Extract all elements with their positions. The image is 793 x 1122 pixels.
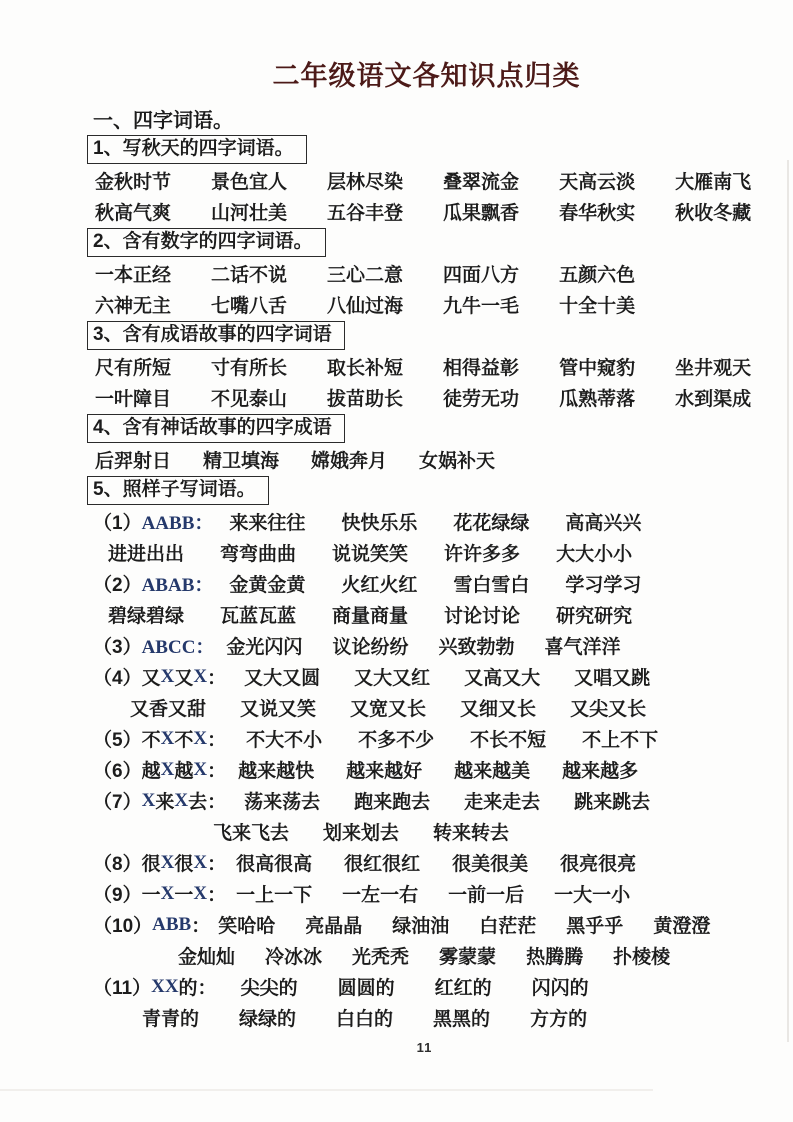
pattern-letter: X <box>193 665 208 687</box>
pattern-words <box>178 942 670 969</box>
pattern-words <box>236 849 636 876</box>
word: 景色宜人 <box>211 172 288 193</box>
word: 又高又大 <box>464 668 541 689</box>
scan-edge-artifact <box>787 160 789 1042</box>
pattern-text: （10） <box>93 916 153 937</box>
word: 拔苗助长 <box>327 389 404 410</box>
word: 不多不少 <box>358 730 435 751</box>
pattern-text: （8）很 <box>93 854 161 875</box>
pattern-text: 很 <box>174 854 194 875</box>
pattern-line <box>93 785 793 816</box>
pattern-text: ： <box>207 668 227 689</box>
word: 寸有所长 <box>211 358 288 379</box>
pattern-text: （2） <box>93 575 142 596</box>
pattern-text: 去： <box>188 792 227 813</box>
word: 热腾腾 <box>526 947 584 968</box>
subsection-header-line <box>93 413 793 444</box>
word: 金光闪闪 <box>226 637 303 658</box>
word: 又大又红 <box>354 668 431 689</box>
pattern-text: （5）不 <box>93 730 161 751</box>
word-row <box>93 289 793 320</box>
word: 后羿射日 <box>95 451 172 472</box>
pattern-letter: X <box>193 727 208 749</box>
pattern-words <box>229 570 641 597</box>
pattern-label <box>93 849 226 876</box>
pattern-words <box>236 880 630 907</box>
pattern-text: （3） <box>93 637 142 658</box>
word: 瓜熟蒂落 <box>559 389 636 410</box>
word: 火红火红 <box>341 575 418 596</box>
subsection-header: 2、含有数字的四字词语。 <box>87 228 326 257</box>
word: 讨论讨论 <box>444 606 521 627</box>
word: 七嘴八舌 <box>211 296 288 317</box>
pattern-letter: X <box>193 758 208 780</box>
pattern-words <box>108 539 632 566</box>
word: 进进出出 <box>108 544 185 565</box>
pattern-label <box>93 508 213 535</box>
subsection-header: 3、含有成语故事的四字词语 <box>87 321 345 350</box>
word: 一叶障目 <box>95 389 172 410</box>
word: 又宽又长 <box>350 699 427 720</box>
word-row <box>93 165 793 196</box>
word: 不上不下 <box>582 730 659 751</box>
word: 绿油油 <box>392 916 450 937</box>
subsection-header-line <box>93 320 793 351</box>
pattern-line <box>93 909 793 940</box>
word: 黄澄澄 <box>653 916 711 937</box>
word: 黑乎乎 <box>566 916 624 937</box>
word: 五谷丰登 <box>327 203 404 224</box>
pattern-text: ： <box>207 761 227 782</box>
pattern-line <box>93 847 793 878</box>
word: 兴致勃勃 <box>438 637 515 658</box>
word: 青青的 <box>142 1009 200 1030</box>
pattern-words <box>244 787 650 814</box>
pattern-label <box>93 570 213 597</box>
word: 白茫茫 <box>479 916 537 937</box>
word: 一大一小 <box>554 885 631 906</box>
pattern-letter: ABAB： <box>141 575 214 596</box>
word: 学习学习 <box>565 575 642 596</box>
word: 又香又甜 <box>130 699 207 720</box>
pattern-text: 不 <box>174 730 194 751</box>
word: 不见泰山 <box>211 389 288 410</box>
word: 越来越美 <box>454 761 531 782</box>
word: 越来越快 <box>238 761 315 782</box>
pattern-text: （6）越 <box>93 761 161 782</box>
word: 跳来跳去 <box>574 792 651 813</box>
pattern-line <box>93 692 793 723</box>
word: 笑哈哈 <box>218 916 276 937</box>
word: 取长补短 <box>327 358 404 379</box>
word: 三心二意 <box>327 265 404 286</box>
word-row <box>93 196 793 227</box>
pattern-text: 又 <box>174 668 194 689</box>
word: 女娲补天 <box>419 451 496 472</box>
word: 坐井观天 <box>675 358 752 379</box>
word: 越来越多 <box>562 761 639 782</box>
pattern-text: （9）一 <box>93 885 161 906</box>
pattern-words <box>218 911 710 938</box>
pattern-line <box>93 630 793 661</box>
word: 精卫填海 <box>203 451 280 472</box>
word: 九牛一毛 <box>443 296 520 317</box>
word: 瓜果飘香 <box>443 203 520 224</box>
word: 十全十美 <box>559 296 636 317</box>
word: 又说又笑 <box>240 699 317 720</box>
word: 研究研究 <box>556 606 633 627</box>
word: 很亮很亮 <box>560 854 637 875</box>
word: 雾蒙蒙 <box>439 947 497 968</box>
pattern-line <box>93 940 793 971</box>
pattern-letter: AABB： <box>141 513 214 534</box>
pattern-line <box>93 661 793 692</box>
word: 高高兴兴 <box>565 513 642 534</box>
pattern-words <box>108 601 632 628</box>
word: 方方的 <box>530 1009 588 1030</box>
word: 层林尽染 <box>327 172 404 193</box>
pattern-text: （1） <box>93 513 142 534</box>
word: 光秃秃 <box>352 947 410 968</box>
pattern-letter: X <box>160 882 175 904</box>
pattern-words <box>130 694 646 721</box>
pattern-letter: X <box>174 789 189 811</box>
word: 一前一后 <box>448 885 525 906</box>
pattern-label <box>93 880 226 907</box>
word: 金灿灿 <box>178 947 236 968</box>
word: 红红的 <box>434 978 492 999</box>
pattern-line <box>93 723 793 754</box>
word: 雪白雪白 <box>453 575 530 596</box>
subsection-header: 5、照样子写词语。 <box>87 476 269 505</box>
doc-title: 二年级语文各知识点归类 <box>272 61 581 91</box>
word: 金黄金黄 <box>229 575 306 596</box>
pattern-text: ： <box>207 885 227 906</box>
scan-edge-artifact <box>0 1089 653 1091</box>
pattern-letter: X <box>160 665 175 687</box>
word: 许许多多 <box>444 544 521 565</box>
subsection-header-line <box>93 134 793 165</box>
pattern-words <box>142 1004 587 1031</box>
word: 春华秋实 <box>559 203 636 224</box>
pattern-words <box>229 508 641 535</box>
word: 相得益彰 <box>443 358 520 379</box>
pattern-label <box>93 973 217 1000</box>
subsection-header-line <box>93 227 793 258</box>
word-row <box>93 351 793 382</box>
word: 徒劳无功 <box>443 389 520 410</box>
word: 大雁南飞 <box>675 172 752 193</box>
pattern-text: ： <box>191 916 211 937</box>
pattern-letter: ABCC： <box>141 637 215 658</box>
word: 冷冰冰 <box>265 947 323 968</box>
word: 尖尖的 <box>240 978 298 999</box>
word: 嫦娥奔月 <box>311 451 388 472</box>
pattern-letter: ABB <box>152 913 192 935</box>
pattern-letter: X <box>160 758 175 780</box>
pattern-words <box>246 725 658 752</box>
word: 越来越好 <box>346 761 423 782</box>
pattern-text: 来 <box>155 792 175 813</box>
word: 很红很红 <box>344 854 421 875</box>
word: 很高很高 <box>236 854 313 875</box>
word: 六神无主 <box>95 296 172 317</box>
word: 一上一下 <box>236 885 313 906</box>
pattern-line <box>93 1002 793 1033</box>
word: 又细又长 <box>460 699 537 720</box>
pattern-text: （11） <box>93 978 152 999</box>
word-row <box>93 382 793 413</box>
pattern-letter: X <box>160 851 175 873</box>
pattern-words <box>241 973 589 1000</box>
word: 划来划去 <box>323 823 400 844</box>
word: 转来转去 <box>433 823 510 844</box>
pattern-words <box>213 818 509 845</box>
word: 扑棱棱 <box>613 947 671 968</box>
subsection-header: 4、含有神话故事的四字成语 <box>87 414 345 443</box>
pattern-line <box>93 754 793 785</box>
section-heading: 一、四字词语。 <box>93 109 233 132</box>
word: 天高云淡 <box>559 172 636 193</box>
subsection-header-line <box>93 475 793 506</box>
word: 瓦蓝瓦蓝 <box>220 606 297 627</box>
pattern-label <box>93 632 214 659</box>
pattern-label <box>93 756 226 783</box>
word: 亮晶晶 <box>305 916 363 937</box>
pattern-label <box>93 911 210 938</box>
word: 碧绿碧绿 <box>108 606 185 627</box>
pattern-text: （4）又 <box>93 668 161 689</box>
word: 很美很美 <box>452 854 529 875</box>
word: 快快乐乐 <box>341 513 418 534</box>
pattern-letter: XX <box>151 975 179 997</box>
pattern-text: （7） <box>93 792 142 813</box>
pattern-letter: X <box>141 789 156 811</box>
word: 白白的 <box>336 1009 394 1030</box>
page-number: 11 <box>416 1040 433 1055</box>
word: 飞来飞去 <box>213 823 290 844</box>
word: 闪闪的 <box>531 978 589 999</box>
word: 跑来跑去 <box>354 792 431 813</box>
doc-content <box>0 134 793 1033</box>
pattern-line <box>93 506 793 537</box>
word: 不长不短 <box>470 730 547 751</box>
pattern-line <box>93 599 793 630</box>
pattern-words <box>244 663 650 690</box>
word: 走来走去 <box>464 792 541 813</box>
word: 八仙过海 <box>327 296 404 317</box>
word-row <box>93 258 793 289</box>
word: 叠翠流金 <box>443 172 520 193</box>
word: 来来往往 <box>229 513 306 534</box>
word-row <box>93 444 793 475</box>
word: 花花绿绿 <box>453 513 530 534</box>
word: 尺有所短 <box>95 358 172 379</box>
pattern-line <box>93 878 793 909</box>
pattern-text: ： <box>207 730 227 751</box>
pattern-line <box>93 816 793 847</box>
pattern-label <box>93 787 226 814</box>
word: 又大又圆 <box>244 668 321 689</box>
pattern-line <box>93 971 793 1002</box>
pattern-letter: X <box>193 851 208 873</box>
word: 秋收冬藏 <box>675 203 752 224</box>
word: 五颜六色 <box>559 265 636 286</box>
pattern-label <box>93 725 226 752</box>
pattern-line <box>93 537 793 568</box>
word: 又尖又长 <box>570 699 647 720</box>
pattern-label <box>93 663 226 690</box>
word: 一左一右 <box>342 885 419 906</box>
word: 黑黑的 <box>433 1009 491 1030</box>
pattern-line <box>93 568 793 599</box>
word: 四面八方 <box>443 265 520 286</box>
word: 二话不说 <box>211 265 288 286</box>
pattern-text: 一 <box>174 885 194 906</box>
pattern-letter: X <box>193 882 208 904</box>
pattern-words <box>238 756 638 783</box>
pattern-letter: X <box>160 727 175 749</box>
word: 不大不小 <box>246 730 323 751</box>
word: 又唱又跳 <box>574 668 651 689</box>
word: 金秋时节 <box>95 172 172 193</box>
word: 圆圆的 <box>337 978 395 999</box>
pattern-words <box>226 632 620 659</box>
word: 大大小小 <box>556 544 633 565</box>
word: 管中窥豹 <box>559 358 636 379</box>
word: 绿绿的 <box>239 1009 297 1030</box>
word: 一本正经 <box>95 265 172 286</box>
word: 荡来荡去 <box>244 792 321 813</box>
word: 山河壮美 <box>211 203 288 224</box>
word: 商量商量 <box>332 606 409 627</box>
pattern-text: 越 <box>174 761 194 782</box>
word: 秋高气爽 <box>95 203 172 224</box>
word: 议论纷纷 <box>332 637 409 658</box>
word: 喜气洋洋 <box>544 637 621 658</box>
word: 水到渠成 <box>675 389 752 410</box>
pattern-text: 的： <box>178 978 217 999</box>
word: 说说笑笑 <box>332 544 409 565</box>
subsection-header: 1、写秋天的四字词语。 <box>87 135 307 164</box>
word: 弯弯曲曲 <box>220 544 297 565</box>
pattern-text: ： <box>207 854 227 875</box>
